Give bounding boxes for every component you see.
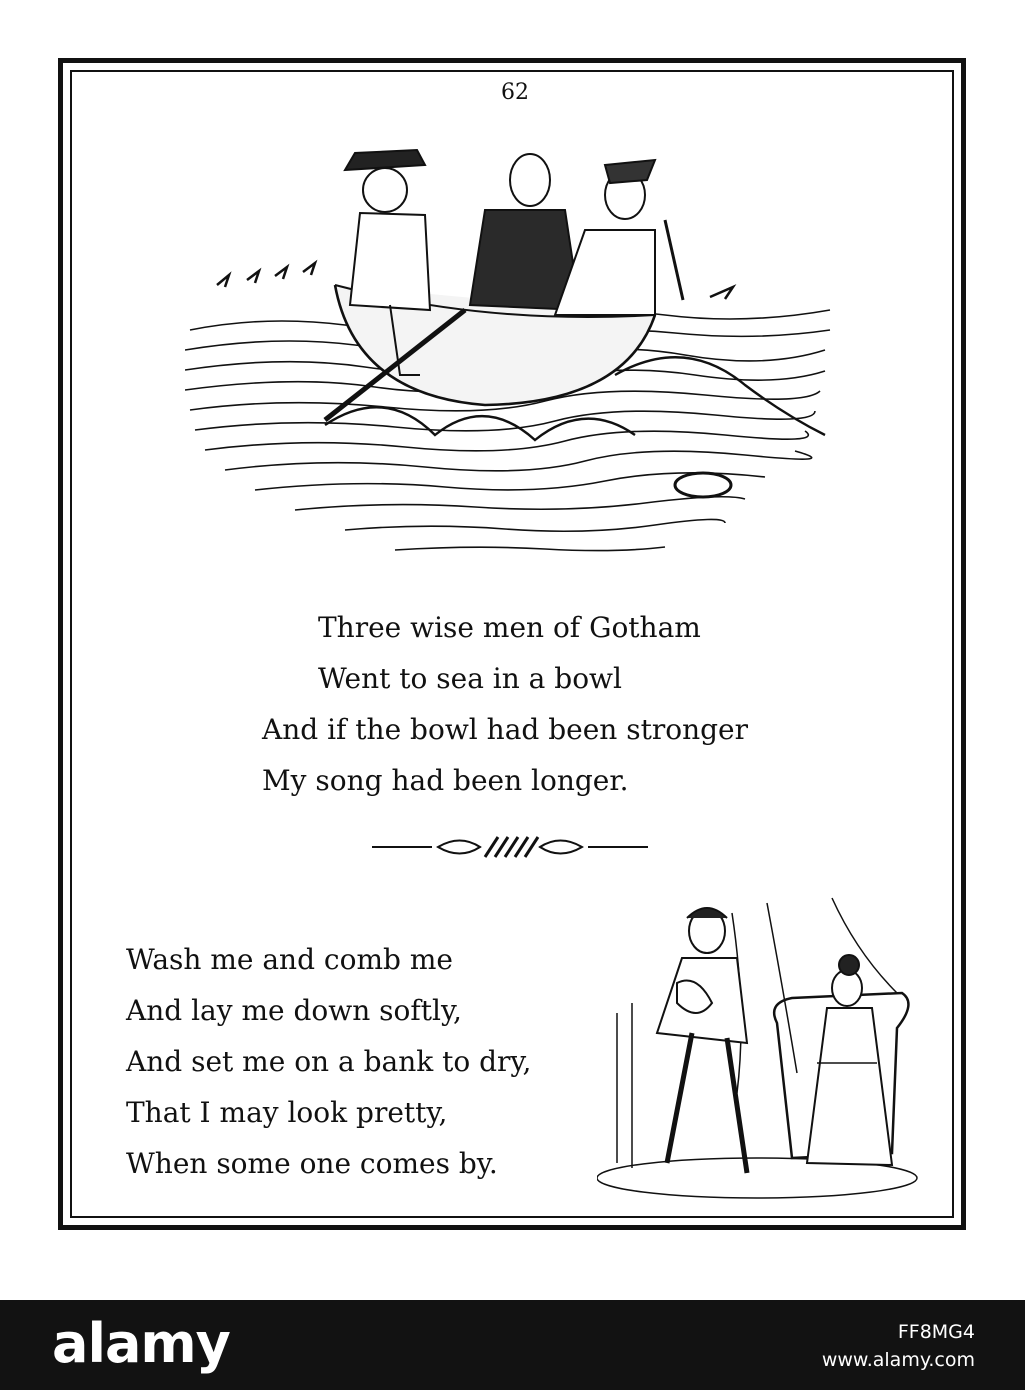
poem-line: When some one comes by.	[126, 1147, 498, 1180]
poem-line: That I may look pretty,	[126, 1096, 448, 1129]
poem-line: And lay me down softly,	[126, 994, 462, 1027]
page-number: 62	[501, 80, 529, 105]
stock-image-info	[822, 1318, 975, 1374]
poem-line: Three wise men of Gotham	[318, 611, 701, 644]
poem-three-wise-men	[262, 602, 748, 806]
image-id: FF8MG4	[897, 1321, 975, 1343]
stock-url: www.alamy.com	[821, 1349, 975, 1371]
poem-line: Wash me and comb me	[126, 943, 453, 976]
poem-line: And set me on a bank to dry,	[126, 1045, 532, 1078]
poem-line: Went to sea in a bowl	[318, 662, 622, 695]
ornamental-divider	[370, 830, 650, 864]
stock-footer-bar	[0, 1300, 1025, 1390]
poem-wash-me	[126, 934, 531, 1189]
poem-line: My song had been longer.	[262, 764, 629, 797]
poem-line: And if the bowl had been stronger	[262, 713, 748, 746]
three-men-in-bowl-illustration	[185, 135, 835, 565]
alamy-logo: alamy	[52, 1312, 230, 1375]
nursery-scene-illustration	[597, 893, 927, 1203]
